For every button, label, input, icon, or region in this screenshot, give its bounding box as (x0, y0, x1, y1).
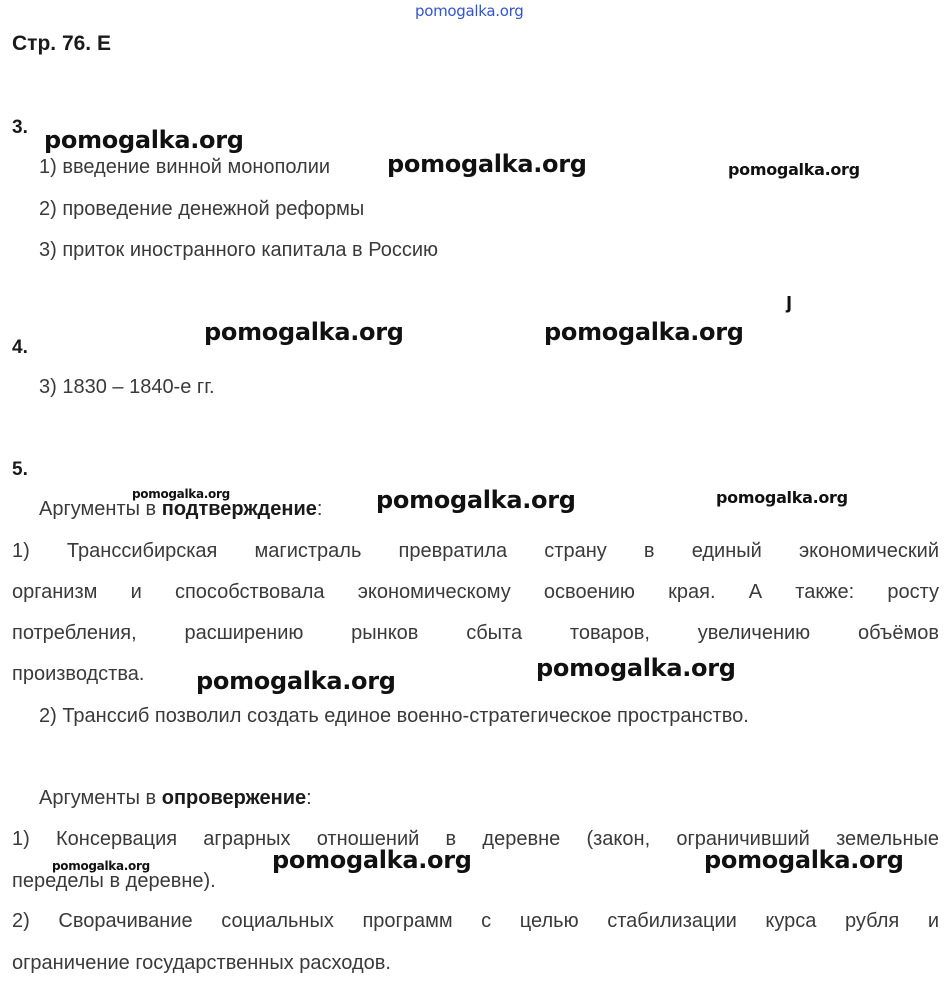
page-title: Стр. 76. Е (12, 32, 111, 55)
arguments-against-heading (39, 787, 312, 810)
watermark: pomogalka.org (728, 160, 860, 179)
question-number-3: 3. (12, 117, 28, 138)
arguments-for-heading (39, 498, 322, 521)
watermark: pomogalka.org (132, 487, 230, 501)
watermark: pomogalka.org (272, 846, 472, 874)
question-number-5: 5. (12, 459, 28, 480)
q3-answer-1: 1) введение винной монополии (39, 156, 331, 178)
arguments-for-prefix: Аргументы в (39, 498, 162, 520)
argument-against-1-line-1: 1) Консервация аграрных отношений в деревне (закон, ограничивший земельные (12, 828, 939, 850)
q4-answer-1: 3) 1830 – 1840-е гг. (39, 376, 215, 398)
q3-answer-3: 3) приток иностранного капитала в Россию (39, 239, 438, 261)
argument-for-1-line-2: организм и способствовала экономическому освоению края. А также: росту (12, 581, 939, 603)
watermark: pomogalka.org (376, 486, 576, 514)
arguments-against-suffix: : (306, 787, 312, 809)
argument-for-1-line-4: производства. (12, 663, 145, 685)
watermark-top: pomogalka.org (415, 2, 524, 20)
watermark: pomogalka.org (52, 859, 150, 873)
watermark: pomogalka.org (44, 126, 244, 154)
argument-against-2-line-2: ограничение государственных расходов. (12, 952, 391, 974)
arguments-against-bold: опровержение (161, 787, 307, 809)
arguments-for-bold: подтверждение (161, 498, 317, 520)
q3-answer-2: 2) проведение денежной реформы (39, 198, 365, 220)
watermark: pomogalka.org (204, 318, 404, 346)
watermark: pomogalka.org (196, 667, 396, 695)
arguments-for-suffix: : (316, 498, 323, 520)
stray-mark-icon: ȷ (786, 288, 793, 313)
question-number-4: 4. (12, 337, 28, 358)
argument-for-1-line-1: 1) Транссибирская магистраль превратила страну в единый экономический (12, 540, 939, 562)
watermark: pomogalka.org (704, 846, 904, 874)
watermark: pomogalka.org (536, 654, 736, 682)
watermark: pomogalka.org (544, 318, 744, 346)
argument-against-2-line-1: 2) Сворачивание социальных программ с целью стабилизации курса рубля и (12, 910, 939, 932)
argument-for-2: 2) Транссиб позволил создать единое военно-стратегическое пространство. (39, 705, 749, 727)
watermark: pomogalka.org (387, 150, 587, 178)
argument-for-1-line-3: потребления, расширению рынков сбыта товаров, увеличению объёмов (12, 622, 939, 644)
watermark: pomogalka.org (716, 488, 848, 507)
argument-against-1-line-2: переделы в деревне). (12, 870, 216, 892)
arguments-against-prefix: Аргументы в (39, 787, 162, 809)
